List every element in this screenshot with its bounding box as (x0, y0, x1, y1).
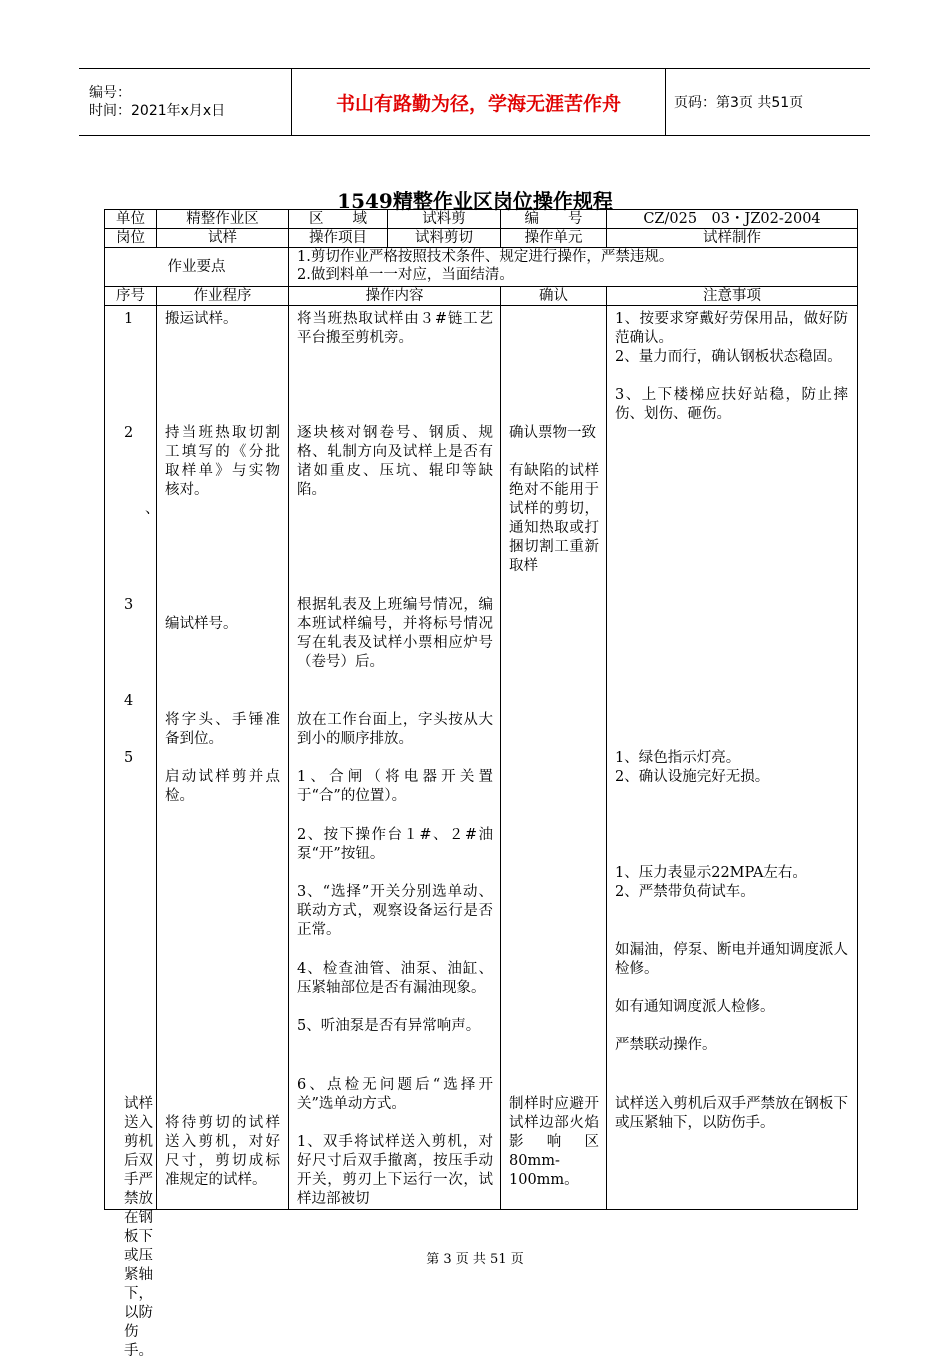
code-value: CZ/025 03・JZ02-2004 (607, 210, 858, 229)
area-cells (289, 210, 501, 229)
steps-notes-column (607, 306, 858, 1210)
page-header (79, 68, 870, 136)
area-value: 试料剪 (422, 211, 466, 227)
steps-content-column (289, 306, 501, 1210)
header-meta (79, 69, 292, 136)
content-step-5a: 1、合闸（将电器开关置于“合”的位置）。 (297, 769, 493, 804)
info-row-1 (105, 210, 858, 229)
confirm-step-2b: 有缺陷的试样绝对不能用于试样的剪切，通知热取或打捆切割工重新取样 (509, 463, 599, 574)
note-step-1b: 2、量力而行，确认钢板状态稳固。 (615, 349, 842, 365)
note-step-5e: 如漏油，停泵、断电并通知调度派人检修。 (615, 942, 848, 977)
content-step-5f: 6、点检无问题后“选择开关”选单动方式。 (297, 1077, 493, 1112)
col-header-notes: 注意事项 (607, 287, 858, 306)
step-number: 2 (124, 425, 134, 441)
step-number: 4 (124, 693, 134, 709)
step-number: 3 (124, 597, 134, 613)
op-unit-value: 试样制作 (607, 229, 858, 248)
step-mark: 、 (145, 501, 160, 517)
area-label: 区 域 (289, 210, 388, 228)
key-points-text (289, 248, 858, 287)
op-unit-label: 操作单元 (501, 229, 607, 248)
content-step-6: 1、双手将试样送入剪机，对好尺寸后双手撤离，按压手动开关，剪刃上下运行一次，试样边部被切 (297, 1134, 493, 1207)
key-points-row (105, 248, 858, 287)
content-step-4: 放在工作台面上，字头按从大到小的顺序排放。 (297, 712, 493, 747)
content-step-5e: 5、听油泵是否有异常响声。 (297, 1018, 481, 1034)
content-step-5c: 3、“选择”开关分别选单动、联动方式，观察设备运行是否正常。 (297, 884, 493, 938)
content-step-5b: 2、按下操作台１#、２#油泵“开”按钮。 (297, 827, 493, 862)
info-row-2 (105, 229, 858, 248)
note-step-5g: 严禁联动操作。 (615, 1037, 717, 1053)
header-id: 编号： (89, 85, 131, 101)
header-time: 时间：2021年x月x日 (89, 103, 226, 119)
note-step-5b: 2、确认设施完好无损。 (615, 769, 770, 785)
header-page-info: 页码：第3页 共51页 (666, 69, 871, 136)
unit-label: 单位 (105, 210, 157, 229)
procedure-step-3: 编试样号。 (165, 616, 238, 632)
note-step-1a: 1、按要求穿戴好劳保用品，做好防范确认。 (615, 311, 848, 346)
post-value: 试样 (157, 229, 289, 248)
steps-number-column (105, 306, 160, 1359)
post-label: 岗位 (105, 229, 157, 248)
steps-body-row (105, 306, 858, 1210)
procedure-step-6: 将待剪切的试样送入剪机，对好尺寸，剪切成标准规定的试样。 (165, 1115, 280, 1188)
key-points-label: 作业要点 (105, 248, 289, 287)
procedure-step-1: 搬运试样。 (165, 311, 238, 327)
unit-value: 精整作业区 (157, 210, 289, 229)
header-motto: 书山有路勤为径，学海无涯苦作舟 (292, 69, 666, 136)
key-point-2: 2.做到料单一一对应，当面结清。 (297, 267, 514, 283)
procedure-step-2: 持当班热取切割工填写的《分批取样单》与实物核对。 (165, 425, 280, 498)
step-number: 5 (124, 750, 134, 766)
steps-confirm-column (501, 306, 607, 1210)
item-label: 操作项目 (289, 229, 388, 247)
column-header-row (105, 287, 858, 306)
confirm-step-6: 制样时应避开试样边部火焰影响区80mm-100mm。 (509, 1096, 599, 1188)
note-step-5f: 如有通知调度派人检修。 (615, 999, 775, 1015)
item-cells (289, 229, 501, 248)
document-title: 1549精整作业区岗位操作规程 (337, 189, 613, 213)
procedure-step-4: 将字头、手锤准备到位。 (165, 712, 280, 747)
item-value: 试料剪切 (415, 230, 473, 246)
page-footer: 第 3 页 共 51 页 (426, 1252, 524, 1267)
col-header-content: 操作内容 (289, 287, 501, 306)
procedure-step-5: 启动试样剪并点检。 (165, 769, 280, 804)
note-step-5c: 1、压力表显示22MPA左右。 (615, 865, 807, 881)
step-number: 试样送入剪机后双手严禁放在钢板下或压紧轴下，以防伤手。 (124, 1096, 153, 1359)
col-header-procedure: 作业程序 (157, 287, 289, 306)
col-header-confirm: 确认 (501, 287, 607, 306)
steps-procedure-column (157, 306, 289, 1210)
content-step-1: 将当班热取试样由３#链工艺平台搬至剪机旁。 (297, 311, 493, 346)
content-step-2: 逐块核对钢卷号、钢质、规格、轧制方向及试样上是否有诸如重皮、压坑、辊印等缺陷。 (297, 425, 493, 498)
step-number: 1 (124, 311, 134, 327)
note-step-1c: 3、上下楼梯应扶好站稳，防止摔伤、划伤、砸伤。 (615, 387, 848, 422)
note-step-5a: 1、绿色指示灯亮。 (615, 750, 741, 766)
content-step-5d: 4、检查油管、油泵、油缸、压紧轴部位是否有漏油现象。 (297, 961, 493, 996)
confirm-step-2a: 确认票物一致 (509, 425, 596, 441)
content-step-3: 根据轧表及上班编号情况，编本班试样编号，并将标号情况写在轧表及试样小票相应炉号（卷号）后。 (297, 597, 493, 670)
key-point-1: 1.剪切作业严格按照技术条件、规定进行操作，严禁违规。 (297, 249, 674, 265)
col-header-no: 序号 (105, 287, 157, 306)
code-label: 编 号 (501, 210, 607, 229)
note-step-6: 试样送入剪机后双手严禁放在钢板下或压紧轴下，以防伤手。 (615, 1096, 848, 1131)
note-step-5d: 2、严禁带负荷试车。 (615, 884, 755, 900)
